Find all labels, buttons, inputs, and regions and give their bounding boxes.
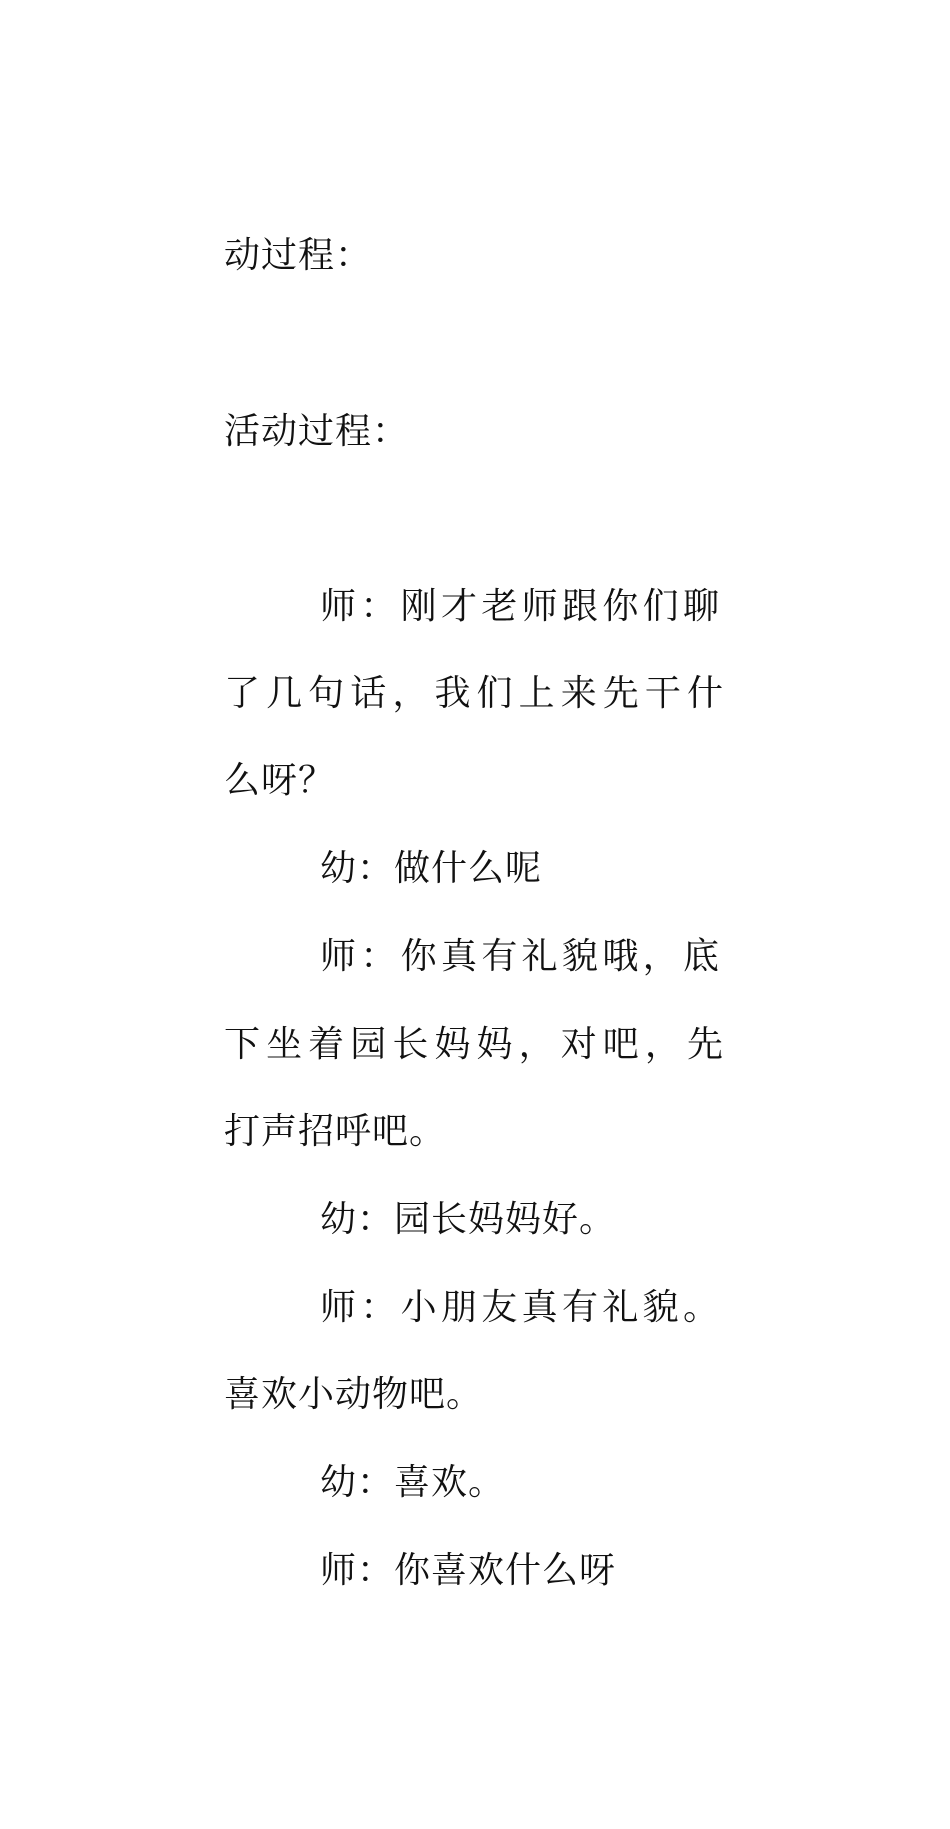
dialogue-line: 了几句话，我们上来先干什 [224, 673, 724, 714]
section-heading: 动过程： [224, 235, 373, 276]
dialogue-line: 下坐着园长妈妈，对吧，先 [224, 1024, 724, 1065]
dialogue-line: 幼：园长妈妈好。 [320, 1199, 617, 1240]
dialogue-line: 幼：喜欢。 [320, 1462, 506, 1503]
dialogue-line: 师：刚才老师跟你们聊 [320, 586, 720, 627]
dialogue-line: 师：你真有礼貌哦，底 [320, 936, 720, 977]
dialogue-line: 师：你喜欢什么呀 [320, 1550, 617, 1591]
section-heading: 活动过程： [224, 411, 410, 452]
dialogue-line: 么呀？ [224, 760, 336, 801]
dialogue-line: 喜欢小动物吧。 [224, 1374, 484, 1415]
dialogue-line: 师：小朋友真有礼貌。 [320, 1287, 720, 1328]
dialogue-line: 幼：做什么呢 [320, 848, 543, 889]
dialogue-line: 打声招呼吧。 [224, 1111, 447, 1152]
